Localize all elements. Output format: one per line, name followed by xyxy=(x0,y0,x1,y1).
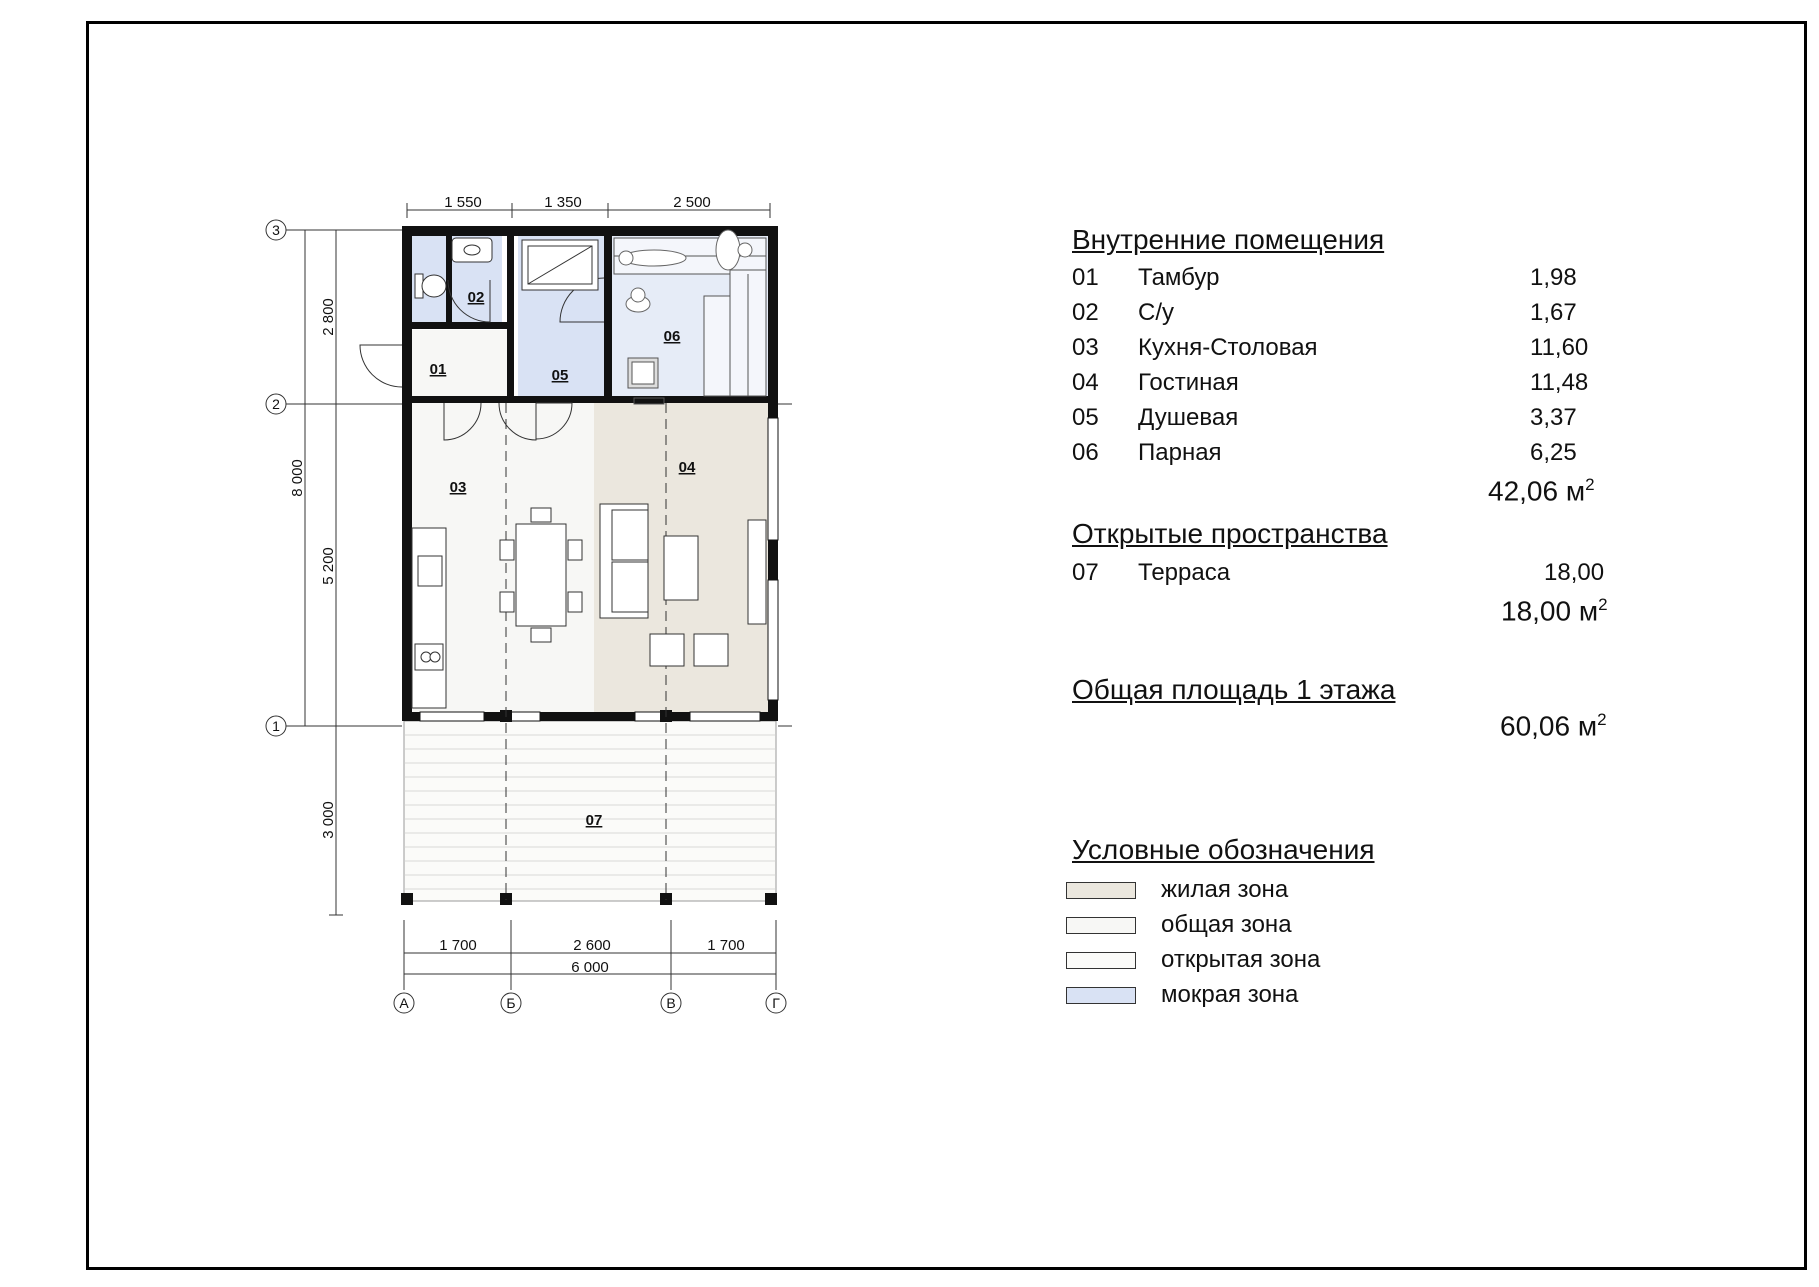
shower-tray xyxy=(522,240,598,290)
indoor-row xyxy=(1072,334,1612,368)
dim-left-total: 8 000 xyxy=(289,459,306,497)
room-name: Тамбур xyxy=(1138,264,1220,291)
legend-swatch xyxy=(1066,987,1136,1004)
room-num: 04 xyxy=(1072,369,1099,396)
room-name: Кухня-Столовая xyxy=(1138,334,1318,361)
legend-label: открытая зона xyxy=(1161,946,1321,973)
dim-left-3: 3 000 xyxy=(320,801,337,839)
room-num: 06 xyxy=(1072,439,1099,466)
legend-label: общая зона xyxy=(1161,911,1292,938)
room-num: 02 xyxy=(1072,299,1099,326)
legend-label: мокрая зона xyxy=(1161,981,1299,1008)
room-name: Душевая xyxy=(1138,404,1239,431)
room-area: 11,48 xyxy=(1530,369,1589,396)
room-label-05: 05 xyxy=(551,367,569,384)
room-label-04: 04 xyxy=(678,459,696,476)
room-num: 01 xyxy=(1072,264,1099,291)
open-title: Открытые пространства xyxy=(1072,518,1388,549)
room-num: 05 xyxy=(1072,404,1099,431)
dim-bottom-total: 6 000 xyxy=(571,959,609,976)
room-area: 11,60 xyxy=(1530,334,1589,361)
room-num: 07 xyxy=(1072,559,1099,586)
dim-left-1: 2 800 xyxy=(320,298,337,336)
axis-col-g: Г xyxy=(772,995,780,1011)
floor-total: 60,06 $м^2$ xyxy=(1500,710,1607,742)
legend-label: жилая зона xyxy=(1161,876,1289,903)
indoor-row xyxy=(1072,264,1612,298)
room-name: Гостиная xyxy=(1138,369,1239,396)
legend-swatch xyxy=(1066,952,1136,969)
axis-col-b: Б xyxy=(506,995,516,1011)
zone-terrace xyxy=(404,721,776,901)
room-label-01: 01 xyxy=(429,361,447,378)
open-row xyxy=(1072,559,1612,593)
dim-top-2: 1 350 xyxy=(544,194,582,211)
room-name: С/у xyxy=(1138,299,1174,326)
axis-row-3: 3 xyxy=(272,222,280,238)
indoor-row xyxy=(1072,369,1612,403)
dim-bottom-1: 1 700 xyxy=(439,937,477,954)
dim-top-3: 2 500 xyxy=(673,194,711,211)
zone-vestibule xyxy=(410,330,512,398)
indoor-row xyxy=(1072,439,1612,473)
axis-row-1: 1 xyxy=(272,718,280,734)
room-area: 1,67 xyxy=(1530,299,1577,326)
room-num: 03 xyxy=(1072,334,1099,361)
legend-swatch xyxy=(1066,882,1136,899)
dim-bottom-3: 1 700 xyxy=(707,937,745,954)
room-area: 18,00 xyxy=(1544,559,1605,586)
indoor-title: Внутренние помещения xyxy=(1072,224,1385,255)
dim-left-2: 5 200 xyxy=(320,547,337,585)
indoor-total: 42,06 $м^2$ xyxy=(1488,475,1595,507)
room-label-07: 07 xyxy=(585,812,603,829)
room-label-02: 02 xyxy=(467,289,485,306)
room-label-06: 06 xyxy=(663,328,681,345)
legend-swatch xyxy=(1066,917,1136,934)
axis-col-v: В xyxy=(666,995,676,1011)
axis-col-a: А xyxy=(399,995,409,1011)
room-name: Терраса xyxy=(1138,559,1231,586)
room-label-03: 03 xyxy=(449,479,467,496)
axis-row-2: 2 xyxy=(272,396,280,412)
room-area: 6,25 xyxy=(1530,439,1577,466)
legend-title: Условные обозначения xyxy=(1072,834,1375,865)
indoor-row xyxy=(1072,299,1612,333)
room-area: 3,37 xyxy=(1530,404,1577,431)
dim-top-1: 1 550 xyxy=(444,194,482,211)
room-area: 1,98 xyxy=(1530,264,1577,291)
floor-title: Общая площадь 1 этажа xyxy=(1072,674,1396,705)
room-name: Парная xyxy=(1138,439,1222,466)
kitchen-counter xyxy=(412,528,446,708)
dim-bottom-2: 2 600 xyxy=(573,937,611,954)
indoor-row xyxy=(1072,404,1612,438)
open-total: 18,00 $м^2$ xyxy=(1501,595,1608,627)
